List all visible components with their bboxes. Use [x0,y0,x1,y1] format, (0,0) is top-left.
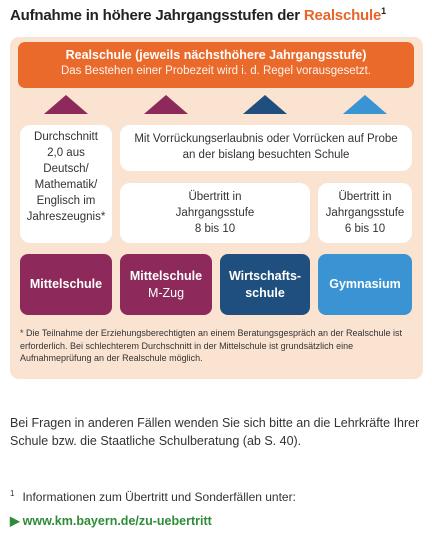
school-label: schule [245,285,285,300]
condition-line: Mathematik/ [34,179,98,191]
condition-average-grade [20,125,112,243]
condition-line: Durchschnitt [34,131,98,143]
transfer-grades-8-10 [120,183,310,243]
condition-line: Englisch im [36,195,96,207]
condition-promotion [120,125,412,171]
header-title: Realschule (jeweils nächsthöhere Jahrgangsstufe) [65,48,367,62]
arrow-up-icon [343,95,387,114]
title-footnote-marker: 1 [381,6,386,16]
condition-line: Jahreszeugnis* [26,211,106,223]
school-mittelschule [20,254,112,315]
school-wirtschaftsschule [220,254,310,315]
transfer-line: Jahrgangsstufe [175,207,255,219]
link-text: www.km.bayern.de/zu-uebertritt [22,514,212,528]
arrow-up-icon [44,95,88,114]
title-main: Aufnahme in höhere Jahrgangsstufen der [10,7,304,24]
play-arrow-icon: ▶ [10,514,20,528]
condition-line: an der bislang besuchten Schule [182,149,350,161]
transfer-grades-6-10 [318,183,412,243]
transfer-line: Übertritt in [338,191,392,203]
arrow-up-icon [144,95,188,114]
school-sublabel: M-Zug [147,285,185,300]
diagram-footnote: * Die Teilnahme der Erziehungsberechtigten an einem Beratungsgespräch an der Realschule ist erforderlich. Bei schlechterem Durchschnitt in der Mittelschule ist grundsätzlich eine Aufnahmeprüfung an der Realschule möglich. [20,328,403,363]
condition-line: Deutsch/ [43,163,89,175]
transfer-line: 6 bis 10 [344,223,386,235]
transfer-line: 8 bis 10 [194,223,236,235]
transfer-line: Übertritt in [188,191,242,203]
school-label: Mittelschule [129,268,203,283]
arrow-up-icon [243,95,287,114]
footnote-reference [10,489,424,504]
school-label: Gymnasium [329,277,401,291]
condition-line: Mit Vorrückungserlaubnis oder Vorrücken auf Probe [134,133,398,145]
header-subtitle: Das Bestehen einer Probezeit wird i. d. Regel vorausgesetzt. [60,65,372,77]
footnote-marker: 1 [10,489,15,498]
school-label: Wirtschafts- [228,268,302,283]
school-label: Mittelschule [29,277,103,291]
footnote-text: Informationen zum Übertritt und Sonderfällen unter: [22,490,296,504]
school-mittelschule-m-zug [120,254,212,315]
uebertritt-link[interactable] [10,513,212,528]
condition-line: 2,0 aus [47,147,85,159]
school-gymnasium [318,254,412,315]
title-highlight: Realschule [303,7,382,24]
realschule-header [18,42,414,88]
page-title [10,6,424,24]
info-paragraph: Bei Fragen in anderen Fällen wenden Sie sich bitte an die Lehrkräfte Ihrer Schule bzw. die Staatliche Schulberatung (ab S. 40). [10,416,420,448]
transfer-line: Jahrgangsstufe [325,207,405,219]
